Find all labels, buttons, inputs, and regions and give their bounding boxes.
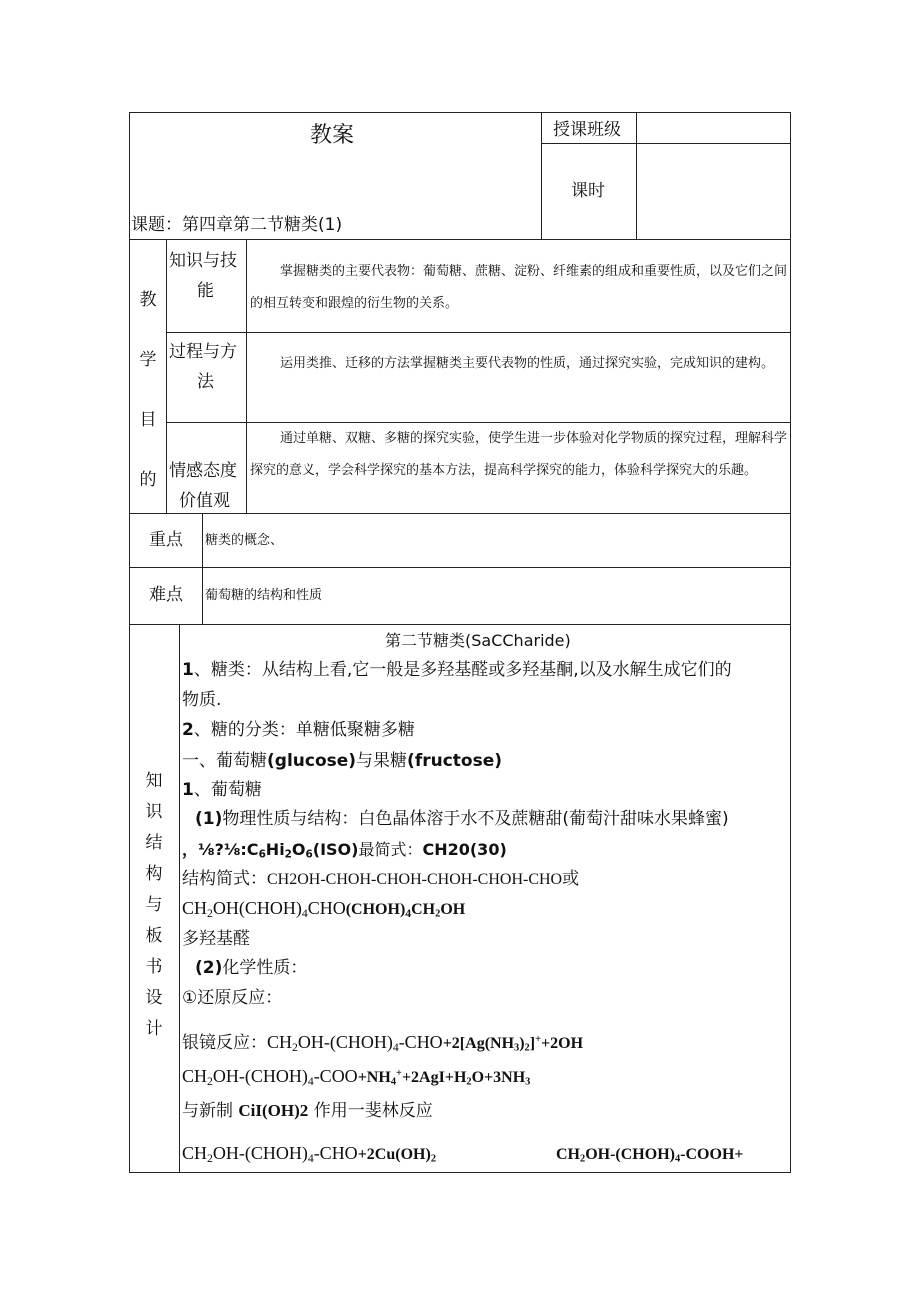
fehling-reaction-right: $CH_2OH-(CHOH)_4-COOH+$	[556, 1146, 744, 1165]
objectives-section-label	[133, 285, 163, 525]
glucose-fructose-heading: 一、葡萄糖(glucose)与果糖(fructose)	[182, 751, 502, 771]
keypoint-text: 糖类的概念、	[205, 533, 284, 548]
reduction-reaction-heading: ①还原反应：	[182, 988, 283, 1008]
objective-label-knowledge	[169, 246, 237, 306]
physical-properties-line: (1)物理性质与结构：白色晶体溶于水不及蔗糖甜(葡萄汁甜味水果蜂蜜)	[195, 809, 729, 829]
header-col-divider-2	[636, 112, 637, 240]
board-section-label	[139, 766, 169, 1045]
board-title: 第二节糖类(SaCCharide)	[385, 631, 571, 650]
keypoint-label: 重点	[149, 530, 183, 550]
objectives-col-divider-2	[246, 239, 247, 514]
hours-label: 课时	[571, 181, 605, 201]
table-border-left	[129, 112, 130, 1173]
objectives-col-divider-1	[166, 239, 167, 514]
page-title: 教案	[310, 123, 355, 148]
objectives-char: 的	[139, 470, 157, 490]
keypoint-col-divider	[202, 513, 203, 625]
objective-label-line: 法	[197, 372, 214, 392]
difficulty-text: 葡萄糖的结构和性质	[205, 588, 323, 603]
structural-formula-line: 结构简式：CH2OH-CHOH-CHOH-CHOH-CHOH-CHO或	[182, 869, 580, 889]
definition-line-1: 1、糖类：从结构上看,它一般是多羟基醛或多羟基酮,以及水解生成它们的	[182, 660, 732, 680]
objective-text: 掌握糖类的主要代表物：葡萄糖、蔗糖、淀粉、纤维素的组成和重要性质，以及它们之间的相互转变和跟煌的衍生物的关系。	[250, 264, 788, 311]
fehling-reaction-left: $CH_2OH-(CHOH)_4-CHO+2Cu(OH)_2$	[182, 1143, 437, 1165]
lesson-topic: 课题：第四章第二节糖类(1)	[131, 215, 343, 235]
class-label: 授课班级	[553, 120, 621, 140]
objective-label-process	[169, 337, 237, 397]
board-char: 板	[145, 926, 163, 946]
glucose-subheading: 1、葡萄糖	[182, 780, 262, 800]
board-char: 识	[145, 802, 163, 822]
silver-mirror-reaction-line2: $CH_2OH-(CHOH)_4-COO+NH_4^++2AgI+H_2O+3NH_3$	[182, 1066, 531, 1088]
difficulty-bottom-line	[129, 624, 791, 625]
objectives-char: 学	[139, 350, 157, 370]
objective-text-emotion	[250, 423, 790, 487]
objective-text: 运用类推、迁移的方法掌握糖类主要代表物的性质，通过探究实验，完成知识的建构。	[280, 356, 775, 371]
objective-label-line: 能	[197, 281, 214, 301]
objective-label-line: 情感态度	[169, 461, 237, 481]
header-bottom-line	[129, 239, 791, 240]
board-char: 书	[145, 957, 163, 977]
board-char: 构	[145, 864, 163, 884]
objectives-char: 教	[139, 290, 157, 310]
board-col-divider	[179, 624, 180, 1173]
keypoint-bottom-line	[129, 567, 791, 568]
formula-line: ，$\frac{1}{8}?\frac{1}{8}:C_6Hi_2O_6(ISO)$最简式：CH20(30)	[182, 840, 507, 861]
table-border-right	[790, 112, 791, 1173]
objective-label-line: 价值观	[179, 491, 230, 511]
table-border-bottom	[129, 1172, 791, 1173]
classification-line: 2、糖的分类：单糖低聚糖多糖	[182, 720, 415, 740]
objective-text: 通过单糖、双糖、多糖的探究实验，使学生进一步体验对化学物质的探究过程，理解科学探究的意义，学会科学探究的基本方法，提高科学探究的能力，体验科学探究大的乐趣。	[250, 431, 788, 478]
objective-label-line: 知识与技	[169, 251, 237, 271]
objective-divider-1	[166, 332, 791, 333]
chemical-properties-heading: (2)化学性质：	[195, 958, 308, 978]
poly-hydroxy-aldehyde: 多羟基醛	[182, 929, 250, 949]
objective-label-emotion	[169, 456, 237, 516]
board-char: 知	[145, 771, 163, 791]
difficulty-label: 难点	[149, 585, 183, 605]
board-char: 计	[145, 1019, 163, 1039]
header-divider-class	[541, 143, 791, 144]
board-char: 设	[145, 988, 163, 1008]
definition-line-2: 物质.	[182, 690, 222, 710]
structural-formula-alt: $CH_2OH(CHOH)_4CHO(CHOH)_4CH_2OH$	[182, 898, 466, 920]
header-col-divider-1	[541, 112, 542, 240]
table-border-top	[129, 112, 791, 113]
board-char: 与	[145, 895, 163, 915]
board-char: 结	[145, 833, 163, 853]
fehling-reaction-heading: 与新制 CiI(OH)2 作用一斐林反应	[182, 1101, 433, 1121]
objective-text-process	[250, 348, 790, 380]
objective-label-line: 过程与方	[169, 342, 237, 362]
objectives-char: 目	[139, 410, 157, 430]
silver-mirror-reaction-line1: 银镜反应：$CH_2OH-(CHOH)_4-CHO+2[Ag(NH_3)_2]^++2OH$	[182, 1032, 584, 1054]
objective-text-knowledge	[250, 256, 790, 320]
